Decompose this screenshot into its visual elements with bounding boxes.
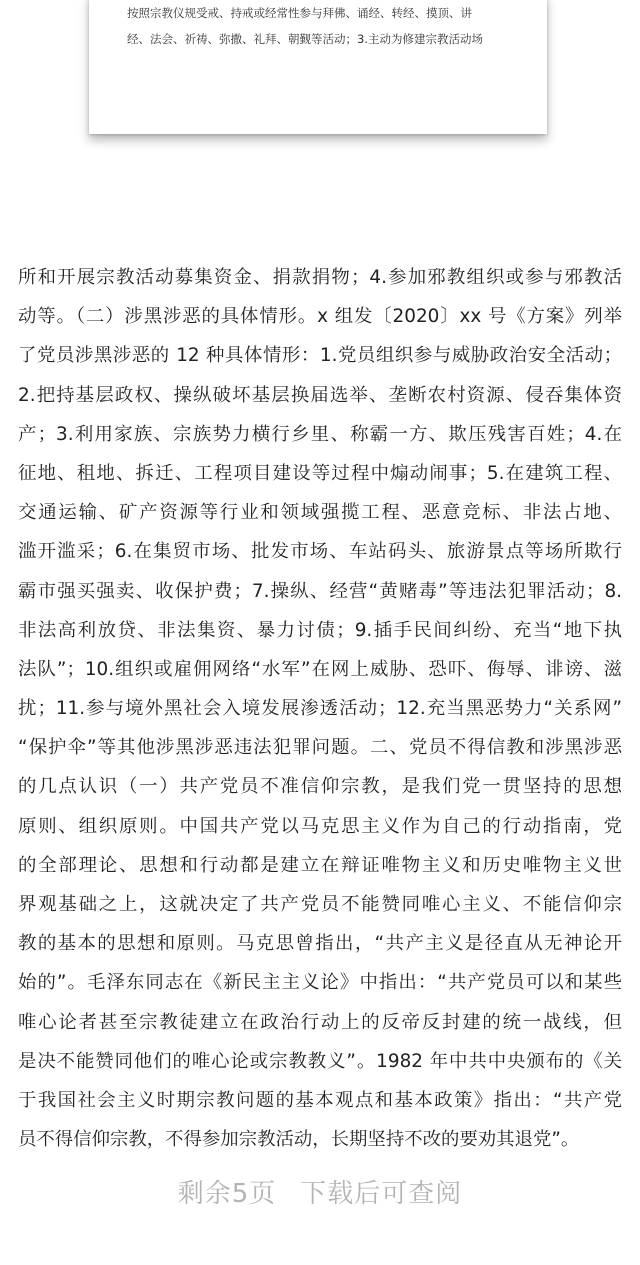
document-preview-card: [89, 0, 547, 134]
paragraph-line: 教的基本的思想和原则。马克思曾指出，“共产主义是径直从无神论开: [18, 933, 622, 955]
paragraph-line: 所和开展宗教活动募集资金、捐款捐物；4.参加邪教组织或参与邪教活: [18, 267, 622, 288]
paragraph-line: 交通运输、矿产资源等行业和领域强揽工程、恶意竞标、非法占地、: [18, 502, 622, 524]
paragraph-line: 征地、租地、拆迁、工程项目建设等过程中煽动闹事；5.在建筑工程、: [18, 462, 622, 484]
paragraph-line: 2.把持基层政权、操纵破坏基层换届选举、垄断农村资源、侵吞集体资: [18, 384, 622, 406]
paragraph-line: 唯心论者甚至宗教徒建立在政治行动上的反帝反封建的统一战线，但: [18, 1011, 622, 1033]
paragraph-line: 的几点认识（一）共产党员不准信仰宗教，是我们党一贯坚持的思想: [18, 776, 622, 798]
paragraph-line: 原则、组织原则。中国共产党以马克思主义作为自己的行动指南，党: [18, 815, 622, 837]
paragraph-line: 是决不能赞同他们的唯心论或宗教教义”。1982 年中共中央颁布的《关: [18, 1050, 622, 1072]
paragraph-line: “保护伞”等其他涉黑涉恶违法犯罪问题。二、党员不得信教和涉黑涉恶: [18, 737, 622, 759]
paragraph-line: 扰；11.参与境外黑社会入境发展渗透活动；12.充当黑恶势力“关系网”: [18, 698, 622, 720]
paragraph-line: 产；3.利用家族、宗族势力横行乡里、称霸一方、欺压残害百姓；4.在: [18, 423, 622, 445]
remaining-pages-text[interactable]: 剩余5页: [177, 1179, 277, 1209]
paragraph-line: 界观基础之上，这就决定了共产党员不能赞同唯心主义、不能信仰宗: [18, 894, 622, 915]
paragraph-line: 动等。（二）涉黑涉恶的具体情形。x 组发〔2020〕xx 号《方案》列举: [18, 306, 622, 328]
preview-line: 按照宗教仪规受戒、持戒或经常性参与拜佛、诵经、转经、摸顶、讲: [127, 6, 472, 20]
article-body: [18, 258, 622, 1159]
paragraph-line: 非法高利放贷、非法集资、暴力讨债；9.插手民间纠纷、充当“地下执: [18, 619, 622, 641]
preview-card-text: [127, 0, 519, 52]
paragraph-line: 于我国社会主义时期宗教问题的基本观点和基本政策》指出：“共产党: [18, 1089, 622, 1111]
paragraph-line: 员不得信仰宗教，不得参加宗教活动，长期坚持不改的要劝其退党”。: [18, 1129, 580, 1151]
paragraph-line: 始的”。毛泽东同志在《新民主主义论》中指出：“共产党员可以和某些: [18, 972, 622, 994]
paragraph-line: 了党员涉黑涉恶的 12 种具体情形：1.党员组织参与威胁政治安全活动；: [18, 345, 622, 367]
download-prompt[interactable]: [0, 1174, 640, 1214]
download-to-read-text[interactable]: 下载后可查阅: [300, 1179, 463, 1209]
paragraph-line: 法队”；10.组织或雇佣网络“水军”在网上威胁、恐吓、侮辱、诽谤、滋: [18, 658, 622, 680]
paragraph-line: 的全部理论、思想和行动都是建立在辩证唯物主义和历史唯物主义世: [18, 854, 622, 876]
paragraph-line: 滥开滥采；6.在集贸市场、批发市场、车站码头、旅游景点等场所欺行: [18, 541, 622, 563]
preview-line: 经、法会、祈祷、弥撒、礼拜、朝觐等活动；3.主动为修建宗教活动场: [127, 32, 483, 46]
paragraph-line: 霸市强买强卖、收保护费；7.操纵、经营“黄赌毒”等违法犯罪活动；8.: [18, 580, 622, 602]
